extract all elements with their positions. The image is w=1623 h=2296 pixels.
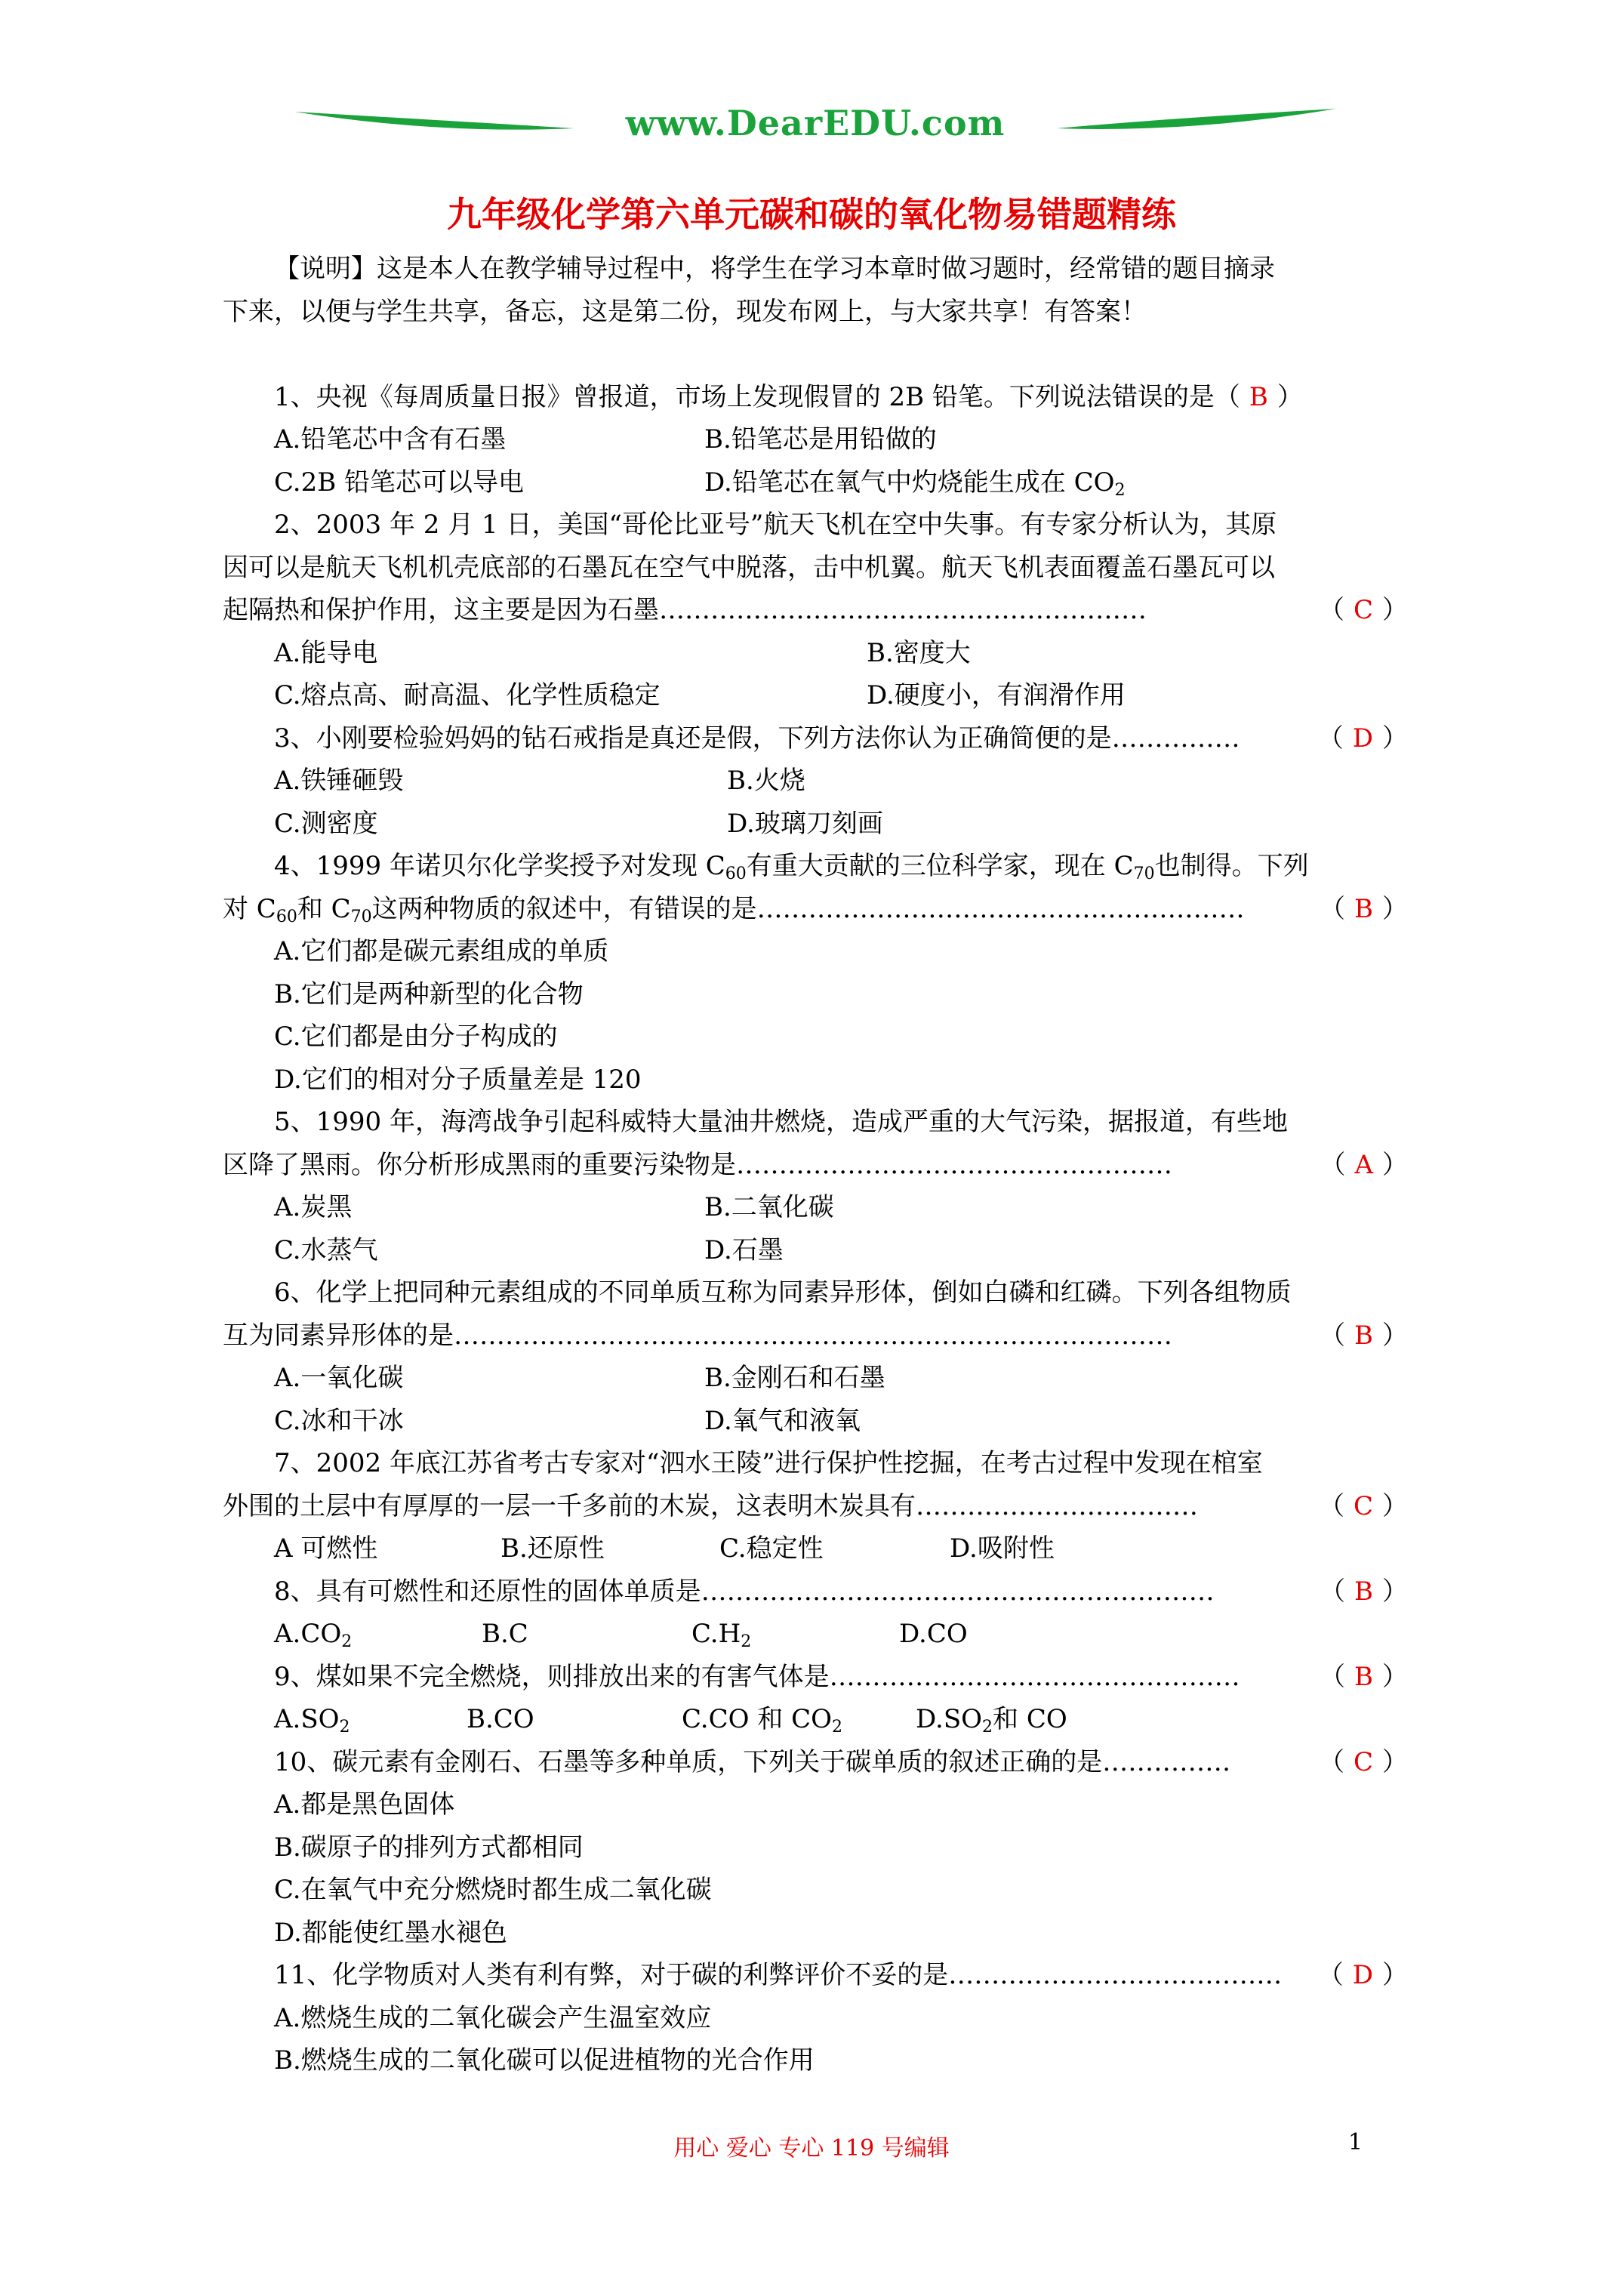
option-d: D.都能使红墨水褪色	[274, 1917, 507, 1948]
question-6: 6、化学上把同种元素组成的不同单质互称为同素异形体，倒如白磷和红磷。下列各组物质	[274, 1277, 1292, 1308]
answer: B	[1354, 1320, 1373, 1351]
option-a: A.能导电	[274, 637, 378, 668]
option-b: B.它们是两种新型的化合物	[274, 978, 584, 1009]
options-row	[223, 1229, 1408, 1272]
site-logo	[287, 89, 1344, 162]
option-a: A.铅笔芯中含有石墨	[274, 424, 507, 455]
option-c: C.在氧气中充分燃烧时都生成二氧化碳	[274, 1875, 712, 1905]
option-d: D.吸附性	[950, 1533, 1055, 1564]
option-d: $D.SO_2$和 CO	[916, 1704, 1067, 1737]
option-a: $A.SO_2$	[274, 1704, 350, 1737]
option-d: D.氧气和液氧	[704, 1405, 861, 1436]
option-d: D.铅笔芯在氧气中灼烧能生成在 $CO_2$	[704, 467, 1126, 500]
question-10: 10、碳元素有金刚石、石墨等多种单质，下列关于碳单质的叙述正确的是…………… （ C ）	[274, 1746, 1408, 1777]
option-b: B.密度大	[867, 637, 971, 668]
option-b: B.碳原子的排列方式都相同	[274, 1832, 584, 1863]
options-row	[223, 803, 1408, 846]
question-11: 11、化学物质对人类有利有弊，对于碳的利弊评价不妥的是………………………………… （ D ）	[274, 1960, 1408, 1990]
answer: B	[1249, 381, 1268, 412]
option-b: B.C	[482, 1619, 528, 1649]
option-c: C.CO 和 $CO_2$	[682, 1704, 843, 1737]
option-c: C.稳定性	[719, 1533, 824, 1564]
option-a: $A.CO_2$	[274, 1619, 353, 1651]
question-6-cont: 互为同素异形体的是………………………………………………………………………… （ B ）	[223, 1320, 1408, 1351]
option-a: A.一氧化碳	[274, 1363, 404, 1393]
option-a: A 可燃性	[274, 1533, 378, 1564]
question-7-cont: 外围的土层中有厚厚的一层一千多前的木炭，这表明木炭具有…………………………… （ C ）	[223, 1490, 1408, 1521]
options-row	[223, 1698, 1408, 1741]
options-row	[223, 1613, 1408, 1656]
option-a: A.燃烧生成的二氧化碳会产生温室效应	[274, 2002, 712, 2033]
option-b: B.燃烧生成的二氧化碳可以促进植物的光合作用	[274, 2045, 815, 2076]
answer: D	[1352, 723, 1373, 754]
options-row	[223, 461, 1408, 504]
option-d: D.玻璃刀刻画	[727, 808, 883, 839]
option-c: C.水蒸气	[274, 1234, 378, 1265]
answer: A	[1354, 1149, 1373, 1180]
document-body	[223, 248, 1408, 2082]
option-a: A.都是黑色固体	[274, 1789, 455, 1820]
options-row	[223, 1527, 1408, 1570]
question-3: 3、小刚要检验妈妈的钻石戒指是真还是假，下列方法你认为正确简便的是…………… （ D ）	[274, 723, 1408, 754]
option-d: D.硬度小，有润滑作用	[867, 680, 1126, 710]
question-stem: 1、央视《每周质量日报》曾报道，市场上发现假冒的 2B 铅笔。下列说法错误的是	[274, 381, 1215, 412]
option-c: C.熔点高、耐高温、化学性质稳定	[274, 680, 661, 710]
option-c: C.冰和干冰	[274, 1405, 404, 1436]
answer: B	[1354, 1661, 1373, 1692]
option-a: A.炭黑	[274, 1192, 353, 1222]
option-c: C.2B 铅笔芯可以导电	[274, 467, 525, 498]
answer: B	[1354, 1576, 1373, 1607]
answer: C	[1353, 1490, 1373, 1521]
question-4-cont: 对 $C_{60}$和 $C_{70}$这两种物质的叙述中，有错误的是………………………………………………… （ B ）	[223, 893, 1408, 926]
question-9: 9、煤如果不完全燃烧，则排放出来的有害气体是………………………………………… （ B ）	[274, 1661, 1408, 1692]
option-b: B.二氧化碳	[704, 1192, 834, 1222]
question-2: 2、2003 年 2 月 1 日，美国“哥伦比亚号”航天飞机在空中失事。有专家分析认为，其原	[274, 510, 1277, 540]
answer: D	[1352, 1960, 1373, 1990]
question-7: 7、2002 年底江苏省考古专家对“泗水王陵”进行保护性挖掘，在考古过程中发现在棺室	[274, 1448, 1263, 1478]
option-c: $C.H_2$	[691, 1619, 752, 1651]
options-row	[223, 1357, 1408, 1400]
answer: C	[1353, 595, 1373, 625]
question-1: 1、央视《每周质量日报》曾报道，市场上发现假冒的 2B 铅笔。下列说法错误的是（ B ）	[274, 381, 1303, 412]
option-b: B.还原性	[500, 1533, 605, 1564]
intro-line: 下来，以便与学生共享，备忘，这是第二份，现发布网上，与大家共享！有答案！	[223, 296, 1147, 327]
footer-text: 用心 爱心 专心 119 号编辑	[673, 2135, 950, 2162]
options-row	[223, 1400, 1408, 1443]
answer: C	[1353, 1746, 1373, 1777]
option-c: C.测密度	[274, 808, 378, 839]
options-row	[223, 760, 1408, 803]
question-8: 8、具有可燃性和还原性的固体单质是…………………………………………………… （ B ）	[274, 1576, 1408, 1607]
options-row	[223, 418, 1408, 461]
option-d: D.CO	[899, 1619, 968, 1649]
option-b: B.铅笔芯是用铅做的	[704, 424, 937, 455]
intro-line: 【说明】这是本人在教学辅导过程中，将学生在学习本章时做习题时，经常错的题目摘录	[274, 254, 1275, 284]
option-a: A.铁锤砸毁	[274, 766, 404, 796]
logo-text[interactable]: www.DearEDU.com	[625, 103, 1006, 143]
question-2-cont: 因可以是航天飞机机壳底部的石墨瓦在空气中脱落，击中机翼。航天飞机表面覆盖石墨瓦可以	[223, 552, 1275, 583]
question-4: 4、1999 年诺贝尔化学奖授予对发现 $C_{60}$有重大贡献的三位科学家，现在 $C_{70}$也制得。下列	[274, 851, 1309, 883]
options-row	[223, 1186, 1408, 1229]
page-number: 1	[1348, 2129, 1363, 2156]
option-d: D.石墨	[704, 1234, 784, 1265]
option-a: A.它们都是碳元素组成的单质	[274, 936, 609, 966]
option-c: C.它们都是由分子构成的	[274, 1022, 558, 1052]
question-5: 5、1990 年，海湾战争引起科威特大量油井燃烧，造成严重的大气污染，据报道，有些地	[274, 1107, 1288, 1137]
page-title: 九年级化学第六单元碳和碳的氧化物易错题精练	[447, 194, 1176, 235]
options-row	[223, 674, 1408, 717]
option-b: B.火烧	[727, 766, 805, 796]
question-2-cont: 起隔热和保护作用，这主要是因为石墨………………………………………………… （ C ）	[223, 595, 1408, 625]
question-5-cont: 区降了黑雨。你分析形成黑雨的重要污染物是…………………………………………… （ A ）	[223, 1149, 1408, 1180]
answer: B	[1354, 893, 1373, 924]
options-row	[223, 632, 1408, 675]
option-b: B.金刚石和石墨	[704, 1363, 885, 1393]
option-b: B.CO	[467, 1704, 534, 1734]
option-d: D.它们的相对分子质量差是 120	[274, 1064, 642, 1095]
